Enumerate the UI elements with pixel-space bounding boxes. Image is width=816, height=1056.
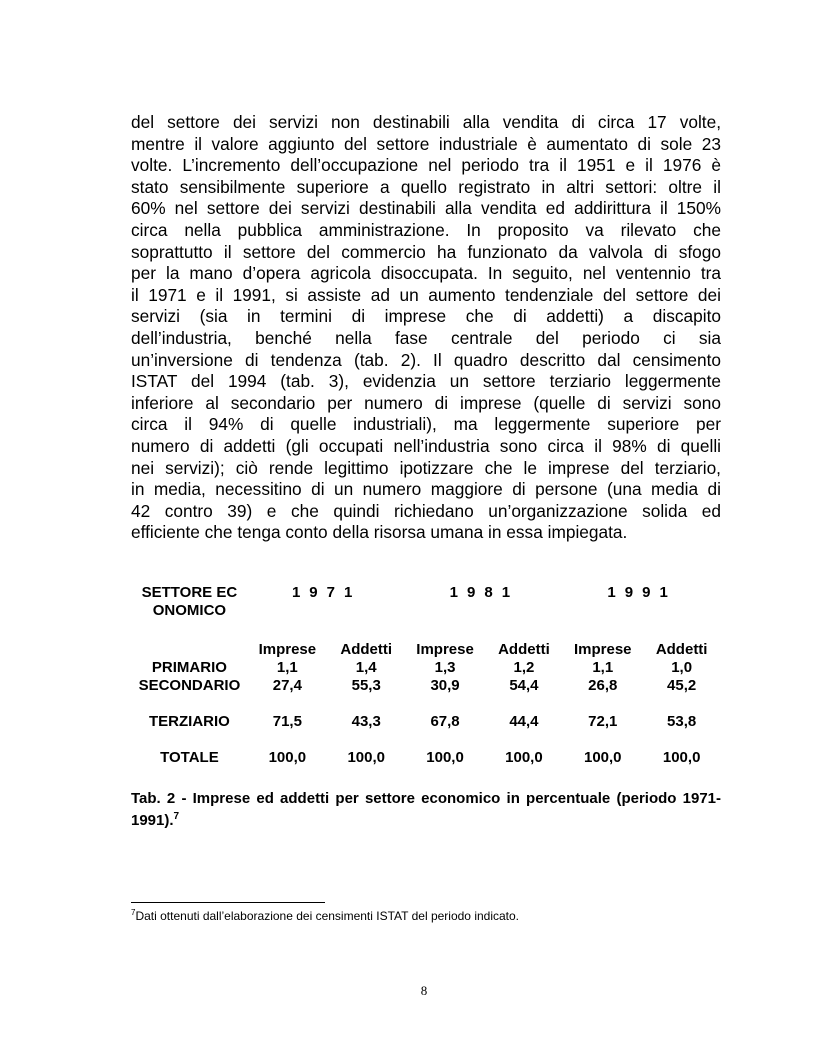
caption-text: Tab. 2 - Imprese ed addetti per settore economico in percentuale (periodo 1971-1991). [131,790,721,829]
body-line: numero di addetti (gli occupati nell’industria sono circa il 98% di quelli [131,435,721,456]
row-label: TOTALE [160,749,219,766]
column-header: Imprese [416,641,474,658]
table-cell: 53,8 [667,713,697,730]
column-header: Addetti [498,641,550,658]
body-line: 60% nel settore dei servizi destinabili alla vendita ed addirittura il 150% [131,198,721,219]
empty-cell [131,641,248,659]
table-cell: 43,3 [351,713,381,730]
table-cell: 1,1 [592,659,614,676]
table-cell: 1,1 [276,659,298,676]
table-cell: 1,3 [434,659,456,676]
table-cell: 100,0 [505,749,543,766]
body-line: servizi (sia in termini di imprese che di addetti) a discapito [131,306,721,327]
body-line: del settore dei servizi non destinabili alla vendita di circa 17 volte, [131,112,721,132]
table-subheader-row [131,641,721,659]
table-header-row [131,584,721,641]
page-number: 8 [420,983,428,998]
body-line: il 1971 e il 1991, si assiste ad un aumento tendenziale del settore dei [131,284,721,305]
body-line: circa nella pubblica amministrazione. In proposito va rilevato che [131,219,721,240]
body-line: circa il 94% di quelle industriali), ma leggermente superiore per [131,414,721,435]
body-line: soprattutto il settore del commercio ha funzionato da valvola di sfogo [131,241,721,262]
table-cell: 1,2 [513,659,535,676]
row-label: SECONDARIO [138,677,241,694]
body-line: stato sensibilmente superiore a quello registrato in altri settori: oltre il [131,176,721,197]
footnote [131,906,519,923]
table-cell: 30,9 [430,677,460,694]
row-label: PRIMARIO [151,659,227,676]
sector-column-header: SETTORE ECONOMICO [141,584,238,619]
table-cell: 67,8 [430,713,460,730]
body-line: ISTAT del 1994 (tab. 3), evidenzia un settore terziario leggermente [131,371,721,392]
table-caption [131,790,721,830]
table-cell: 100,0 [268,749,307,766]
body-line: in media, necessitino di un numero maggiore di persone (una media di [131,479,721,500]
year-header: 1981 [449,584,520,601]
column-header: Addetti [655,641,708,658]
table-cell: 45,2 [667,677,697,694]
table-cell: 55,3 [351,677,381,694]
footnote-separator [131,902,325,903]
table-cell: 1,0 [671,659,693,676]
column-header: Imprese [258,641,317,658]
footnote-marker: 7 [131,908,136,917]
body-paragraph [131,112,721,544]
column-header: Addetti [340,641,393,658]
table-cell: 44,4 [509,713,539,730]
body-line: inferiore al secondario per numero di imprese (quelle di servizi sono [131,392,721,413]
table-cell: 100,0 [426,749,464,766]
body-line: nei servizi); ciò rende legittimo ipotizzare che le imprese del terziario, [131,457,721,478]
table-cell: 26,8 [588,677,618,694]
year-header: 1971 [291,584,362,601]
column-header: Imprese [573,641,632,658]
body-line: dell’industria, benché nella fase centrale del periodo ci sia [131,327,721,348]
spacer [131,731,721,749]
table-cell: 100,0 [583,749,622,766]
sector-table [131,584,721,767]
footnote-text: Dati ottenuti dall’elaborazione dei censimenti ISTAT del periodo indicato. [135,909,520,923]
table-row [131,677,721,713]
body-line: un’inversione di tendenza (tab. 2). Il quadro descritto dal censimento [131,349,721,370]
table-row [131,749,721,767]
table-cell: 100,0 [347,749,385,766]
table-cell: 27,4 [272,677,302,694]
table-cell: 100,0 [662,749,701,766]
year-header: 1991 [607,584,677,601]
body-line: 42 contro 39) e che quindi richiedano un’organizzazione solida ed [131,500,721,521]
table-row [131,659,721,677]
row-label: TERZIARIO [148,713,230,730]
body-line: efficiente che tenga conto della risorsa umana in essa impiegata. [131,522,628,543]
body-line: volte. L’incremento dell’occupazione nel periodo tra il 1951 e il 1976 è [131,155,721,176]
table-cell: 1,4 [355,659,377,676]
footnote-reference: 7 [173,811,180,822]
table-spacer-row [131,731,721,749]
body-line: per la mano d’opera agricola disoccupata. In seguito, nel ventennio tra [131,263,721,284]
table-cell: 71,5 [272,713,302,730]
body-line: mentre il valore aggiunto del settore industriale è aumentato di sole 23 [131,133,721,154]
table-row [131,713,721,731]
table-cell: 54,4 [509,677,539,694]
table-cell: 72,1 [588,713,618,730]
